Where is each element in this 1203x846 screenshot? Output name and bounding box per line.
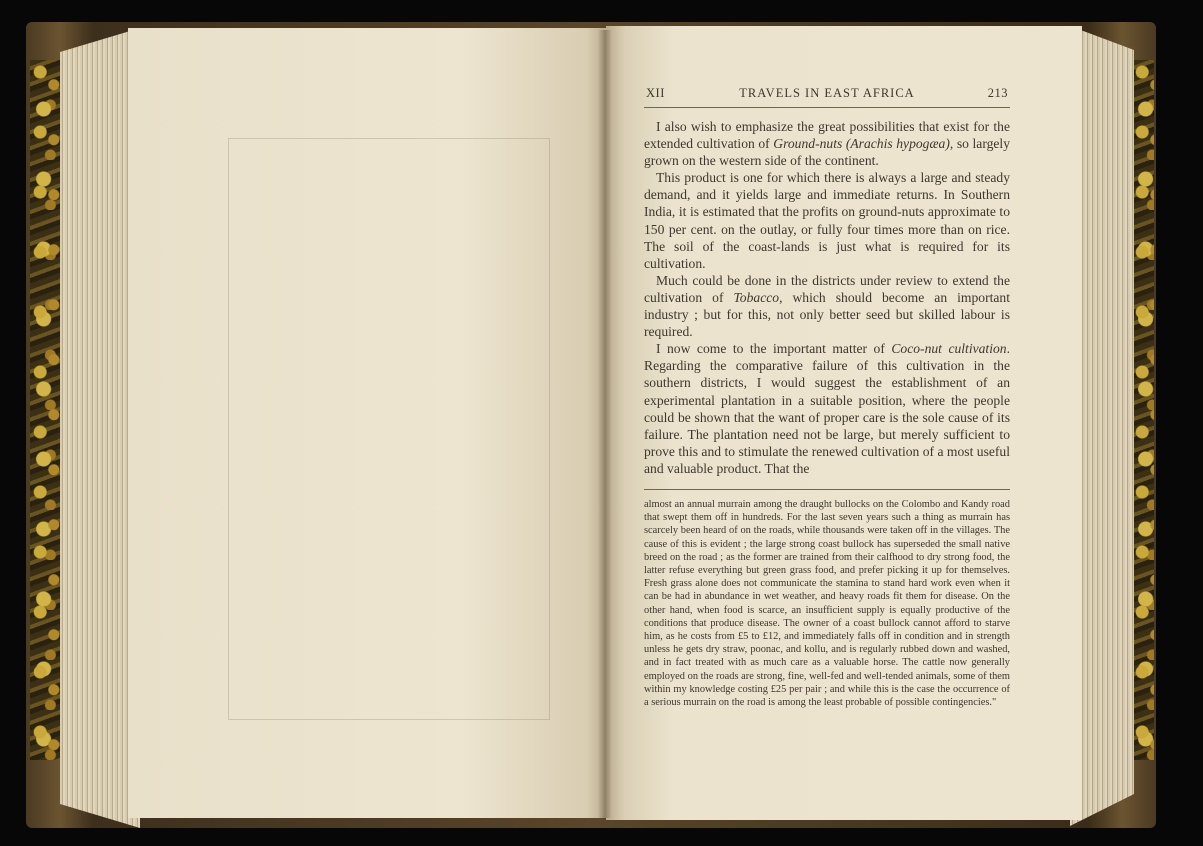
footnote [644,498,1010,709]
chapter-numeral: XII [646,86,665,100]
page-number: 213 [987,86,1008,100]
running-head [644,86,1010,108]
paragraph: This product is one for which there is always a large and steady demand, and it yields large and immediate returns. In Southern India, it is estimated that the profits on ground-nuts approximate to 150 per cent. on the outlay, or fully four times more than on rice. The soil of the coast-lands is just what is required for its cultivation. [644,170,1010,271]
page-text-block [644,86,1010,709]
footnote-divider [644,489,1010,490]
paragraph: I now come to the important matter of Coco-nut cultivation. Regarding the comparative failure of this cultivation in the southern districts, I would suggest the establishment of an experimental plantation in a suitable position, where the people could be shown that the want of proper care is the sole cause of its failure. The plantation need not be large, but merely sufficient to prove this and to stimulate the renewed cultivation of a most useful and valuable product. That the [644,341,1010,476]
paragraph: Much could be done in the districts under review to extend the cultivation of Tobacco, which should become an important industry ; but for this, not only better seed but skilled labour is required. [644,272,1010,340]
body-text [644,118,1010,477]
footnote-text: almost an annual murrain among the draught bullocks on the Colombo and Kandy road that swept them off in hundreds. For the last seven years such a thing as murrain has scarcely been heard of on the roads, while thousands were taken off in the villages. The cause of this is evident ; the large strong coast bullock has superseded the small native breed on the road ; as the former are trained from their calfhood to dry strong food, the latter refuse everything but green grass food, and prefer picking it up for themselves. Fresh grass alone does not communicate the stamina to stand hard work even when it can be had in abundance in wet weather, and heavy roads fit them for disease. On the other hand, when food is scarce, an insufficient supply is equally productive of the conditions that produce disease. The owner of a coast bullock cannot afford to starve him, as he costs from £5 to £12, and immediately falls off in condition and in strength unless he gets dry straw, poonac, and kollu, and is regularly rubbed down and washed, and in fact treated with as much care as a valuable horse. The cattle now generally employed on the roads are strong, fine, well-fed and well-tended animals, some of them within my knowledge costing £25 per pair ; and while this is the case the occurrence of a serious murrain on the road is among the least probable of possible contingencies." [644,498,1010,709]
book-title: TRAVELS IN EAST AFRICA [739,86,915,100]
marbled-endpaper-right [1132,60,1154,760]
marbled-endpaper-left [30,60,64,760]
left-page-blank [128,28,606,818]
plate-impression [228,138,550,720]
paragraph: I also wish to emphasize the great possibilities that exist for the extended cultivation of Ground-nuts (Arachis hypogæa), so largely grown on the western side of the continent. [644,119,1011,169]
book-gutter [598,30,612,818]
